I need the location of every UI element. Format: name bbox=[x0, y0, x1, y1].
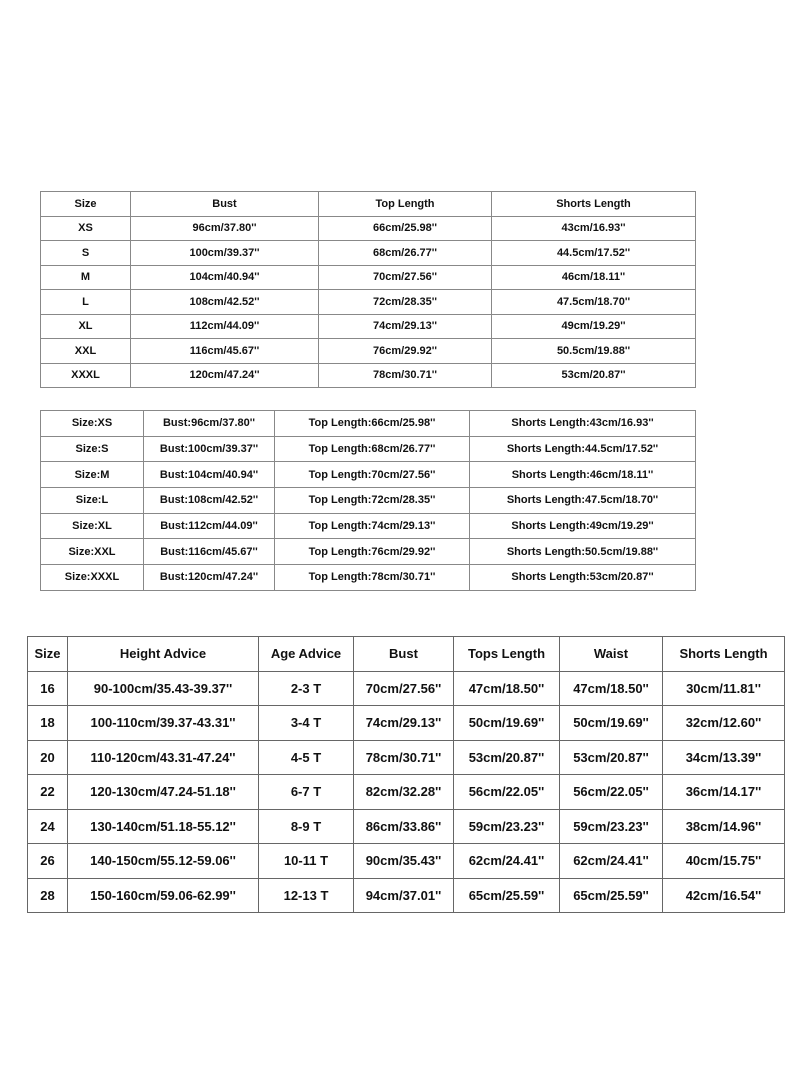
table-cell: 96cm/37.80'' bbox=[131, 216, 319, 241]
table-cell: Top Length:76cm/29.92'' bbox=[275, 539, 470, 565]
table-cell: 47.5cm/18.70'' bbox=[492, 290, 696, 315]
table-cell: 22 bbox=[28, 775, 68, 810]
table-cell: 70cm/27.56'' bbox=[354, 671, 454, 706]
table-cell: 116cm/45.67'' bbox=[131, 339, 319, 364]
table-cell: Size:XXXL bbox=[41, 565, 144, 591]
table-cell: XXL bbox=[41, 339, 131, 364]
kids-size-table bbox=[27, 636, 785, 913]
table-cell: XL bbox=[41, 314, 131, 339]
table-cell: 78cm/30.71'' bbox=[354, 740, 454, 775]
table-cell: 108cm/42.52'' bbox=[131, 290, 319, 315]
table-cell: 50cm/19.69'' bbox=[560, 706, 663, 741]
table-cell: 65cm/25.59'' bbox=[560, 878, 663, 913]
table-cell: 43cm/16.93'' bbox=[492, 216, 696, 241]
column-header: Shorts Length bbox=[492, 192, 696, 217]
table-row bbox=[41, 488, 696, 514]
table-row bbox=[41, 363, 696, 388]
table-cell: Top Length:68cm/26.77'' bbox=[275, 436, 470, 462]
table-row bbox=[41, 436, 696, 462]
table-cell: 53cm/20.87'' bbox=[492, 363, 696, 388]
table-header-row bbox=[41, 192, 696, 217]
table-cell: 46cm/18.11'' bbox=[492, 265, 696, 290]
table-cell: 30cm/11.81'' bbox=[663, 671, 785, 706]
table-row bbox=[28, 671, 785, 706]
table-cell: Size:L bbox=[41, 488, 144, 514]
table-cell: 130-140cm/51.18-55.12'' bbox=[68, 809, 259, 844]
table-cell: 78cm/30.71'' bbox=[319, 363, 492, 388]
table-cell: 86cm/33.86'' bbox=[354, 809, 454, 844]
table-row bbox=[28, 775, 785, 810]
column-header: Waist bbox=[560, 637, 663, 672]
table-cell: Shorts Length:53cm/20.87'' bbox=[470, 565, 696, 591]
table-cell: 47cm/18.50'' bbox=[560, 671, 663, 706]
table-cell: 6-7 T bbox=[259, 775, 354, 810]
table-row bbox=[28, 844, 785, 879]
table-cell: L bbox=[41, 290, 131, 315]
table-row bbox=[41, 265, 696, 290]
table-cell: 90-100cm/35.43-39.37'' bbox=[68, 671, 259, 706]
table-cell: Shorts Length:44.5cm/17.52'' bbox=[470, 436, 696, 462]
column-header: Size bbox=[41, 192, 131, 217]
table-cell: 74cm/29.13'' bbox=[354, 706, 454, 741]
table-header-row bbox=[28, 637, 785, 672]
table-cell: Bust:96cm/37.80'' bbox=[144, 411, 275, 437]
table-cell: XXXL bbox=[41, 363, 131, 388]
table-cell: 90cm/35.43'' bbox=[354, 844, 454, 879]
table-cell: 56cm/22.05'' bbox=[454, 775, 560, 810]
table-cell: S bbox=[41, 241, 131, 266]
column-header: Shorts Length bbox=[663, 637, 785, 672]
table-cell: Bust:116cm/45.67'' bbox=[144, 539, 275, 565]
table-cell: 74cm/29.13'' bbox=[319, 314, 492, 339]
table-row bbox=[41, 290, 696, 315]
table-cell: 104cm/40.94'' bbox=[131, 265, 319, 290]
table-cell: 34cm/13.39'' bbox=[663, 740, 785, 775]
column-header: Size bbox=[28, 637, 68, 672]
column-header: Top Length bbox=[319, 192, 492, 217]
table-cell: Bust:104cm/40.94'' bbox=[144, 462, 275, 488]
table-row bbox=[41, 216, 696, 241]
table-cell: Top Length:72cm/28.35'' bbox=[275, 488, 470, 514]
table-cell: 56cm/22.05'' bbox=[560, 775, 663, 810]
table-cell: Shorts Length:50.5cm/19.88'' bbox=[470, 539, 696, 565]
table-cell: 16 bbox=[28, 671, 68, 706]
table-row bbox=[41, 539, 696, 565]
table-cell: 47cm/18.50'' bbox=[454, 671, 560, 706]
table-cell: 32cm/12.60'' bbox=[663, 706, 785, 741]
table-cell: 112cm/44.09'' bbox=[131, 314, 319, 339]
table-cell: Shorts Length:43cm/16.93'' bbox=[470, 411, 696, 437]
table-cell: 100-110cm/39.37-43.31'' bbox=[68, 706, 259, 741]
table-cell: 28 bbox=[28, 878, 68, 913]
table-cell: Shorts Length:49cm/19.29'' bbox=[470, 513, 696, 539]
column-header: Tops Length bbox=[454, 637, 560, 672]
table-cell: 100cm/39.37'' bbox=[131, 241, 319, 266]
table-row bbox=[41, 513, 696, 539]
table-cell: 120cm/47.24'' bbox=[131, 363, 319, 388]
table-cell: Size:XS bbox=[41, 411, 144, 437]
table-row bbox=[41, 241, 696, 266]
table-cell: 59cm/23.23'' bbox=[454, 809, 560, 844]
table-cell: Top Length:78cm/30.71'' bbox=[275, 565, 470, 591]
table-cell: M bbox=[41, 265, 131, 290]
table-cell: 18 bbox=[28, 706, 68, 741]
table-row bbox=[41, 462, 696, 488]
table-row bbox=[28, 740, 785, 775]
column-header: Age Advice bbox=[259, 637, 354, 672]
table-cell: 2-3 T bbox=[259, 671, 354, 706]
table-cell: 40cm/15.75'' bbox=[663, 844, 785, 879]
table-cell: Shorts Length:47.5cm/18.70'' bbox=[470, 488, 696, 514]
table-cell: 68cm/26.77'' bbox=[319, 241, 492, 266]
table-cell: Top Length:66cm/25.98'' bbox=[275, 411, 470, 437]
table-cell: 38cm/14.96'' bbox=[663, 809, 785, 844]
table-cell: 62cm/24.41'' bbox=[560, 844, 663, 879]
table-cell: 12-13 T bbox=[259, 878, 354, 913]
table-cell: Size:XXL bbox=[41, 539, 144, 565]
column-header: Height Advice bbox=[68, 637, 259, 672]
table-cell: 10-11 T bbox=[259, 844, 354, 879]
table-cell: 3-4 T bbox=[259, 706, 354, 741]
table-row bbox=[28, 878, 785, 913]
table-cell: 65cm/25.59'' bbox=[454, 878, 560, 913]
table-row bbox=[41, 339, 696, 364]
column-header: Bust bbox=[131, 192, 319, 217]
table-cell: 4-5 T bbox=[259, 740, 354, 775]
table-cell: XS bbox=[41, 216, 131, 241]
table-cell: Size:XL bbox=[41, 513, 144, 539]
table-cell: 150-160cm/59.06-62.99'' bbox=[68, 878, 259, 913]
table-cell: Size:S bbox=[41, 436, 144, 462]
table-cell: 49cm/19.29'' bbox=[492, 314, 696, 339]
adult-size-table bbox=[40, 191, 696, 388]
table-cell: 26 bbox=[28, 844, 68, 879]
table-row bbox=[41, 411, 696, 437]
table-cell: 42cm/16.54'' bbox=[663, 878, 785, 913]
table-cell: 70cm/27.56'' bbox=[319, 265, 492, 290]
column-header: Bust bbox=[354, 637, 454, 672]
table-cell: 76cm/29.92'' bbox=[319, 339, 492, 364]
table-cell: 66cm/25.98'' bbox=[319, 216, 492, 241]
table-cell: 20 bbox=[28, 740, 68, 775]
table-cell: 53cm/20.87'' bbox=[560, 740, 663, 775]
table-cell: 24 bbox=[28, 809, 68, 844]
table-cell: Top Length:70cm/27.56'' bbox=[275, 462, 470, 488]
table-cell: 36cm/14.17'' bbox=[663, 775, 785, 810]
table-cell: 82cm/32.28'' bbox=[354, 775, 454, 810]
table-cell: 50.5cm/19.88'' bbox=[492, 339, 696, 364]
table-cell: Shorts Length:46cm/18.11'' bbox=[470, 462, 696, 488]
table-cell: 8-9 T bbox=[259, 809, 354, 844]
table-cell: Bust:112cm/44.09'' bbox=[144, 513, 275, 539]
table-cell: Size:M bbox=[41, 462, 144, 488]
table-cell: Bust:108cm/42.52'' bbox=[144, 488, 275, 514]
table-row bbox=[28, 706, 785, 741]
table-row bbox=[41, 565, 696, 591]
table-cell: Bust:120cm/47.24'' bbox=[144, 565, 275, 591]
table-cell: 59cm/23.23'' bbox=[560, 809, 663, 844]
table-cell: 120-130cm/47.24-51.18'' bbox=[68, 775, 259, 810]
table-cell: 140-150cm/55.12-59.06'' bbox=[68, 844, 259, 879]
table-cell: 53cm/20.87'' bbox=[454, 740, 560, 775]
labelled-size-table bbox=[40, 410, 696, 591]
table-cell: 44.5cm/17.52'' bbox=[492, 241, 696, 266]
table-cell: 50cm/19.69'' bbox=[454, 706, 560, 741]
table-cell: Top Length:74cm/29.13'' bbox=[275, 513, 470, 539]
table-cell: 94cm/37.01'' bbox=[354, 878, 454, 913]
table-cell: Bust:100cm/39.37'' bbox=[144, 436, 275, 462]
table-cell: 72cm/28.35'' bbox=[319, 290, 492, 315]
table-cell: 62cm/24.41'' bbox=[454, 844, 560, 879]
table-row bbox=[41, 314, 696, 339]
table-row bbox=[28, 809, 785, 844]
table-cell: 110-120cm/43.31-47.24'' bbox=[68, 740, 259, 775]
